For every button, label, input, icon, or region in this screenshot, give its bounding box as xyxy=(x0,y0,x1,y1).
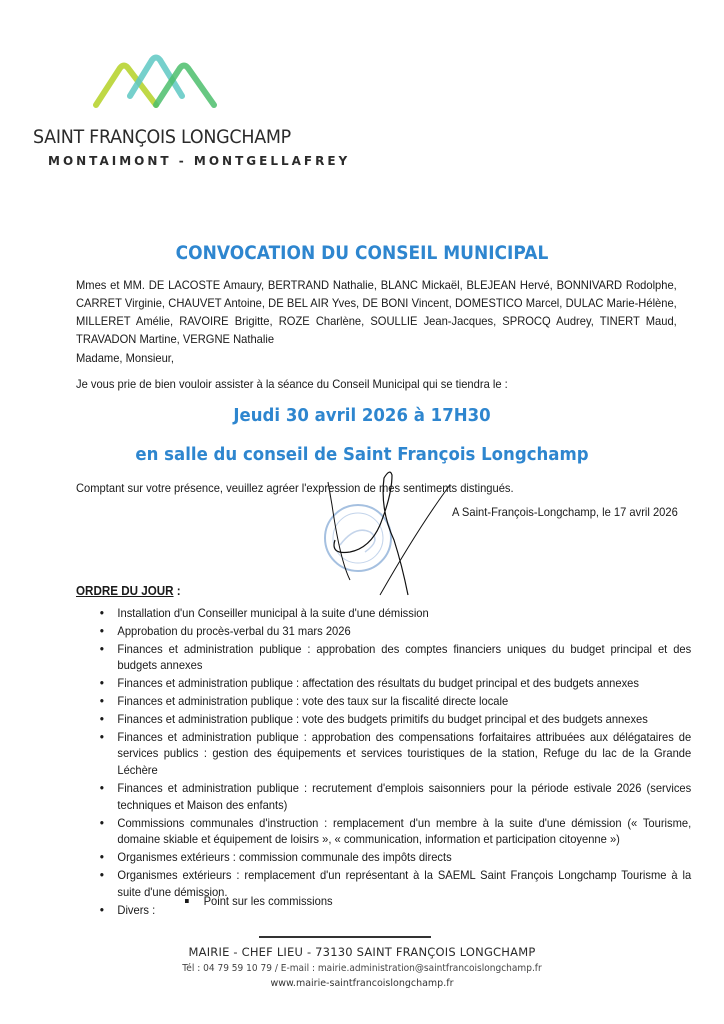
brand-name: SAINT FRANÇOIS LONGCHAMP xyxy=(33,126,291,148)
agenda-item: • Finances et administration publique : approbation des compensations forfaitaires attribuées aux délégataires de services publics : gestion des équipements et services touristiques de la station, Refuge du lac de la Grande Léchère xyxy=(96,729,691,779)
footer-contact: Tél : 04 79 59 10 79 / E-mail : mairie.administration@saintfrancoislongchamp.fr xyxy=(182,963,542,974)
agenda-sub-item xyxy=(185,894,333,908)
agenda-sub-item-label: Point sur les commissions xyxy=(203,894,333,908)
agenda-item: • Finances et administration publique : vote des taux sur la fiscalité directe locale xyxy=(96,693,691,710)
stamp-and-signature-icon xyxy=(310,470,460,600)
place-and-date: A Saint-François-Longchamp, le 17 avril 2026 xyxy=(452,505,678,519)
footer-website: www.mairie-saintfrancoislongchamp.fr xyxy=(270,978,454,989)
agenda-item: • Organismes extérieurs : commission communale des impôts directs xyxy=(96,849,691,866)
agenda-item: • Finances et administration publique : approbation des comptes financiers uniques du budget principal et des budgets annexes xyxy=(96,641,691,675)
agenda-list xyxy=(96,605,691,918)
mountains-logo-icon xyxy=(90,50,220,110)
document-title: CONVOCATION DU CONSEIL MUNICIPAL xyxy=(175,243,549,264)
agenda-title-label: ORDRE DU JOUR xyxy=(76,584,174,598)
agenda-item: • Installation d'un Conseiller municipal à la suite d'une démission xyxy=(96,605,691,622)
agenda-item: • Approbation du procès-verbal du 31 mars 2026 xyxy=(96,623,691,640)
agenda-item: • Divers : xyxy=(96,902,691,919)
brand-subtitle: MONTAIMONT - MONTGELLAFREY xyxy=(48,154,351,168)
square-bullet-icon xyxy=(185,899,189,903)
meeting-date: Jeudi 30 avril 2026 à 17H30 xyxy=(233,405,491,426)
agenda-item: • Commissions communales d'instruction : remplacement d'un membre à la suite d'une démission (« Tourisme, domaine skiable et équipement de loisirs », « communication, information et participation citoyenne ») xyxy=(96,815,691,849)
salutation: Madame, Monsieur, xyxy=(76,351,175,365)
members-list: Mmes et MM. DE LACOSTE Amaury, BERTRAND Nathalie, BLANC Mickaël, BLEJEAN Hervé, BONNIVARD Rodolphe, CARRET Virginie, CHAUVET Antoine, DE BEL AIR Yves, DE BONI Vincent, DOMESTICO Marcel, DULAC Marie-Hélène, MILLERET Amélie, RAVOIRE Brigitte, ROZE Charlène, SOULLIE Jean-Jacques, SPROCQ Audrey, TINERT Maud, TRAVADON Martine, VERGNE Nathalie xyxy=(76,278,677,346)
footer-address: MAIRIE - CHEF LIEU - 73130 SAINT FRANÇOIS LONGCHAMP xyxy=(188,945,536,959)
agenda-title xyxy=(76,584,181,598)
intro-text: Je vous prie de bien vouloir assister à la séance du Conseil Municipal qui se tiendra le : xyxy=(76,377,508,391)
meeting-place: en salle du conseil de Saint François Longchamp xyxy=(135,444,589,465)
agenda-item: • Finances et administration publique : vote des budgets primitifs du budget principal et des budgets annexes xyxy=(96,711,691,728)
closing-text: Comptant sur votre présence, veuillez agréer l'expression de mes sentiments distingués. xyxy=(76,481,514,495)
footer-divider xyxy=(259,936,431,938)
agenda-item: • Finances et administration publique : recrutement d'emplois saisonniers pour la période estivale 2026 (services techniques et Maison des enfants) xyxy=(96,780,691,814)
agenda-item: • Finances et administration publique : affectation des résultats du budget principal et des budgets annexes xyxy=(96,675,691,692)
agenda-title-suffix: : xyxy=(173,584,181,598)
agenda-item: • Organismes extérieurs : remplacement d'un représentant à la SAEML Saint François Longchamp Tourisme à la suite d'une démission. xyxy=(96,867,691,901)
